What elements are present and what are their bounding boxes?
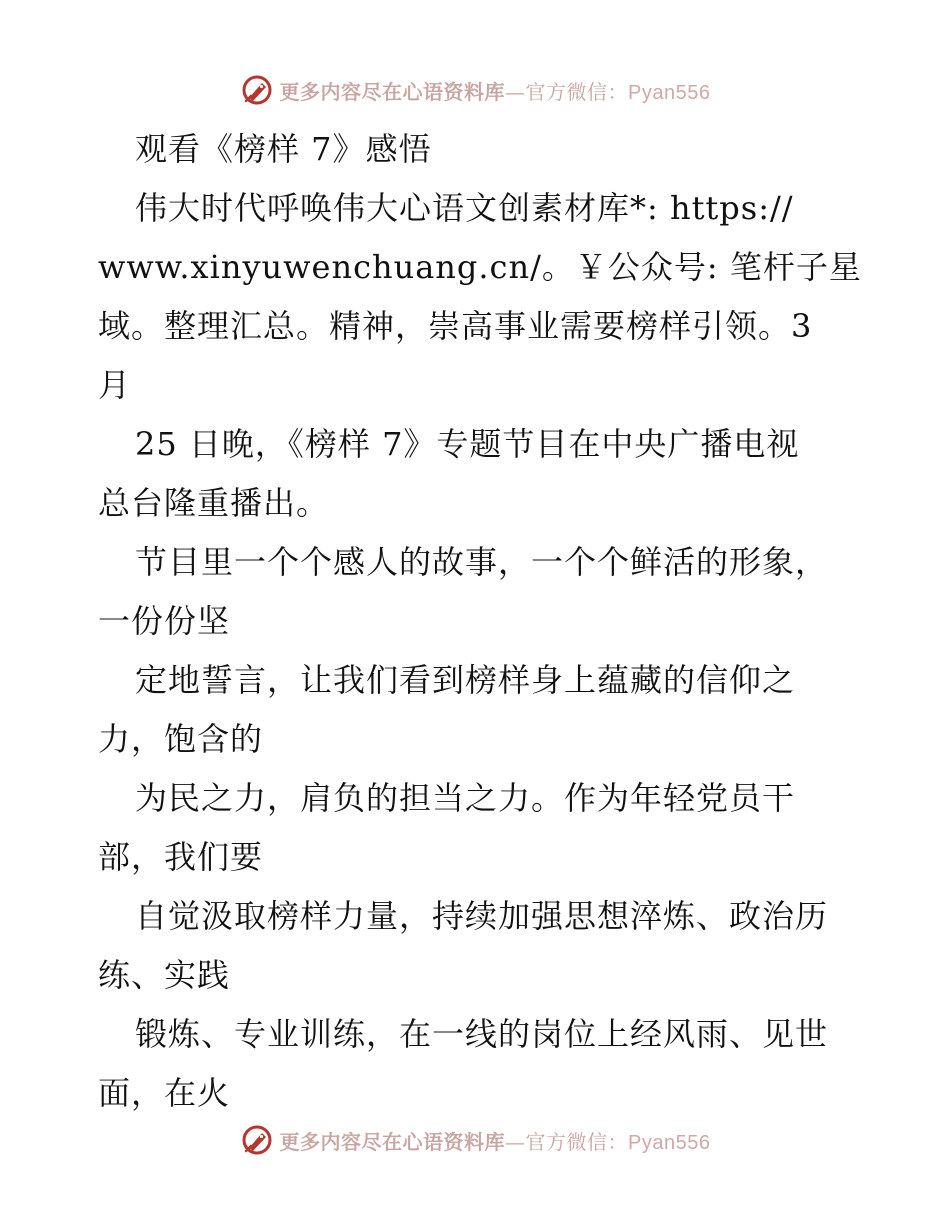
pen-nib-circle-icon bbox=[240, 73, 274, 107]
paragraph-line: 力，饱含的 bbox=[98, 720, 264, 758]
pen-nib-circle-icon bbox=[240, 1123, 274, 1157]
paragraph-line: 练、实践 bbox=[98, 956, 231, 994]
paragraph-line: 自觉汲取榜样力量，持续加强思想淬炼、政治历 bbox=[135, 897, 829, 935]
paragraph-line: 部，我们要 bbox=[98, 838, 264, 876]
watermark-separator: — bbox=[505, 79, 526, 104]
header-watermark bbox=[0, 68, 950, 112]
paragraph-line: 锻炼、专业训练，在一线的岗位上经风雨、见世 bbox=[135, 1015, 829, 1053]
paragraph-line: 一份份坚 bbox=[98, 602, 231, 640]
watermark-wechat-label: 官方微信： bbox=[525, 79, 629, 104]
watermark-wechat-handle: Pyan556 bbox=[628, 1131, 711, 1154]
paragraph-line: 面，在火 bbox=[98, 1074, 231, 1112]
document-body bbox=[98, 120, 862, 1123]
paragraph-line: 伟大时代呼唤伟大心语文创素材库*: https:// bbox=[135, 189, 794, 227]
watermark-separator: — bbox=[505, 1129, 526, 1154]
watermark-wechat-label: 官方微信： bbox=[525, 1129, 629, 1154]
watermark-wechat-handle: Pyan556 bbox=[628, 81, 711, 104]
watermark-main-text: 更多内容尽在心语资料库 bbox=[279, 79, 506, 104]
watermark-main-text: 更多内容尽在心语资料库 bbox=[279, 1129, 506, 1154]
paragraph-line: 月 bbox=[98, 366, 132, 404]
paragraph-line: www.xinyuwenchuang.cn/。￥公众号: 笔杆子星 bbox=[98, 248, 862, 286]
paragraph-line: 25 日晚，《榜样 7》专题节目在中央广播电视 bbox=[135, 425, 800, 463]
paragraph-line: 域。整理汇总。精神，崇高事业需要榜样引领。3 bbox=[98, 307, 813, 345]
paragraph-line: 为民之力，肩负的担当之力。作为年轻党员干 bbox=[135, 779, 796, 817]
paragraph-line: 节目里一个个感人的故事，一个个鲜活的形象， bbox=[135, 543, 829, 581]
paragraph-line: 总台隆重播出。 bbox=[98, 484, 330, 522]
paragraph-line: 定地誓言，让我们看到榜样身上蕴藏的信仰之 bbox=[135, 661, 796, 699]
document-title: 观看《榜样 7》感悟 bbox=[135, 130, 432, 168]
footer-watermark bbox=[0, 1118, 950, 1162]
